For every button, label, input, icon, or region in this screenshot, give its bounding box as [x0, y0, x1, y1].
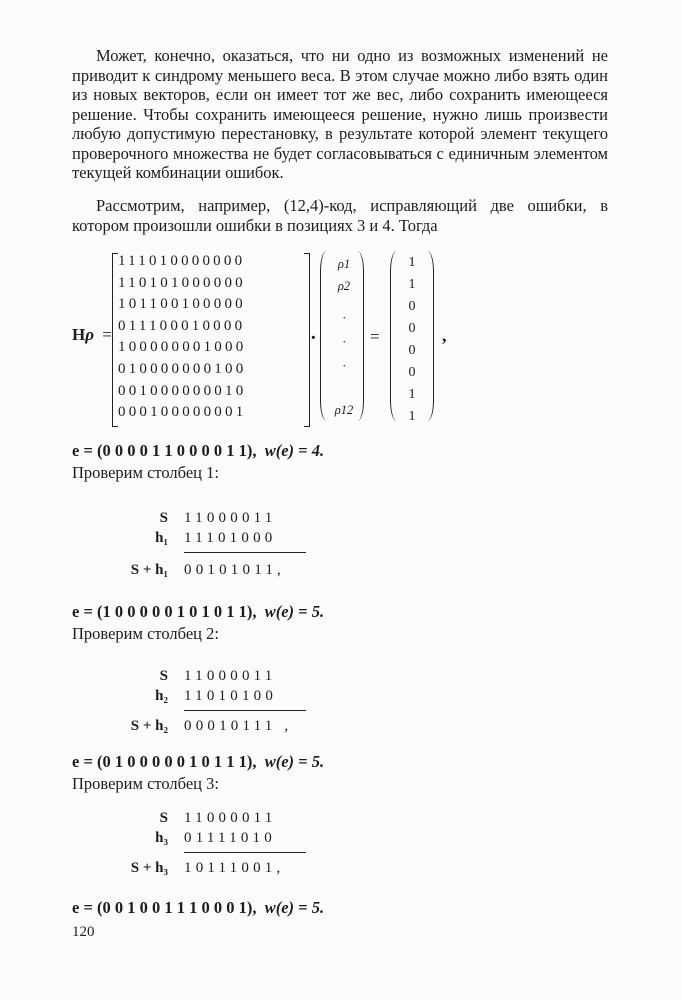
matrix-row: 110101000000 [118, 274, 246, 291]
matrix-left-bracket [112, 253, 118, 427]
paragraph-2: Рассмотрим, например, (12,4)-код, исправляющий две ошибки, в котором произошли ошибки в позициях 3 и 4. Тогда [72, 196, 608, 235]
paragraph-1: Может, конечно, оказаться, что ни одно из возможных изменений не приводит к синдрому меньшего веса. В этом случае можно либо взять один из новых векторов, если он имеет тот же вес, либо сохранить имеющееся решение. Чтобы сохранить имеющееся решение, нужно лишь произвести любую допустимую перестановку, в результате которой элемент текущего проверочного множества не будет согласовываться с единичным элементом текущей комбинации ошибок. [72, 46, 608, 182]
check-column-3: Проверим столбец 3: [72, 774, 219, 793]
s-value: 11000011 [184, 668, 277, 684]
matrix-row: 011100010000 [118, 317, 246, 334]
rho-entry: · [342, 311, 346, 325]
syndrome-right-paren [421, 251, 434, 421]
sum-label: S + h₁ [130, 562, 168, 578]
syndrome-entry: 1 [408, 387, 416, 402]
matrix-row: 000100000001 [118, 404, 247, 421]
h-value: 11010100 [184, 688, 278, 704]
h-symbol: H [72, 325, 86, 344]
s-value: 11000011 [184, 810, 277, 826]
equals-sign: = [102, 325, 112, 344]
h-value: 11101000 [184, 530, 277, 546]
syndrome-entry: 0 [408, 299, 416, 314]
parity-check-matrix [118, 251, 304, 424]
syndrome-vector [390, 251, 434, 425]
error-vector-text: e = (0 0 0 0 1 1 0 0 0 0 1 1), [72, 441, 257, 460]
multiply-dot: · [310, 327, 317, 349]
error-vector-text: e = (0 0 1 0 0 1 1 1 0 0 0 1), [72, 898, 257, 917]
matrix-row: 111010000000 [118, 253, 246, 269]
matrix-equation [72, 245, 492, 431]
matrix-row: 101100100000 [118, 296, 246, 313]
h-label: h₂ [155, 688, 168, 704]
rho-entry: ρ1 [337, 257, 351, 271]
syndrome-entry: 1 [408, 255, 416, 270]
sum-rule [184, 710, 306, 711]
weight-text: w(e) = 4. [264, 441, 325, 460]
sum-rule [184, 852, 306, 853]
error-vector-1 [72, 441, 324, 461]
s-value: 11000011 [184, 510, 277, 526]
syndrome-entry: 0 [408, 365, 416, 380]
error-vector-text: e = (1 0 0 0 0 0 1 0 1 0 1 1), [72, 602, 257, 621]
sum-rule [184, 552, 306, 553]
sum-value: 10111001, [184, 860, 285, 876]
sum-value: 00010111 , [184, 718, 293, 734]
s-label: S [159, 668, 168, 684]
weight-text: w(e) = 5. [264, 752, 325, 771]
h-rho-label [72, 325, 112, 345]
rho-symbol: ρ [85, 325, 94, 344]
rho-left-paren [320, 251, 333, 421]
equation-comma: , [442, 325, 447, 345]
h-label: h₁ [155, 530, 168, 546]
error-vector-3 [72, 752, 324, 772]
sum-label: S + h₂ [130, 718, 168, 734]
error-vector-2 [72, 602, 324, 622]
matrix-row: 010000000100 [118, 360, 247, 377]
rho-right-paren [351, 251, 364, 421]
syndrome-entry: 1 [408, 277, 416, 292]
weight-text: w(e) = 5. [264, 898, 325, 917]
page-number: 120 [72, 924, 95, 940]
rho-entry: · [342, 359, 346, 373]
check-column-1: Проверим столбец 1: [72, 463, 219, 482]
rho-entry: ρ2 [337, 279, 351, 293]
h-label: h₃ [155, 830, 168, 846]
equals-sign-2: = [370, 327, 380, 346]
syndrome-entry: 0 [408, 343, 416, 358]
rho-entry: · [342, 335, 346, 349]
sum-label: S + h₃ [130, 860, 168, 876]
syndrome-entry: 0 [408, 321, 416, 336]
error-vector-4 [72, 898, 324, 918]
matrix-row: 100000001000 [118, 339, 247, 356]
rho-entry: ρ12 [334, 403, 354, 417]
h-value: 01111010 [184, 830, 276, 846]
check-column-2: Проверим столбец 2: [72, 624, 219, 643]
s-label: S [159, 510, 168, 526]
rho-vector [320, 251, 364, 425]
s-label: S [159, 810, 168, 826]
error-vector-text: e = (0 1 0 0 0 0 0 1 0 1 1 1), [72, 752, 257, 771]
sum-value: 00101011, [184, 562, 285, 578]
syndrome-entry: 1 [408, 409, 416, 424]
matrix-row: 001000000010 [118, 382, 247, 399]
weight-text: w(e) = 5. [264, 602, 325, 621]
